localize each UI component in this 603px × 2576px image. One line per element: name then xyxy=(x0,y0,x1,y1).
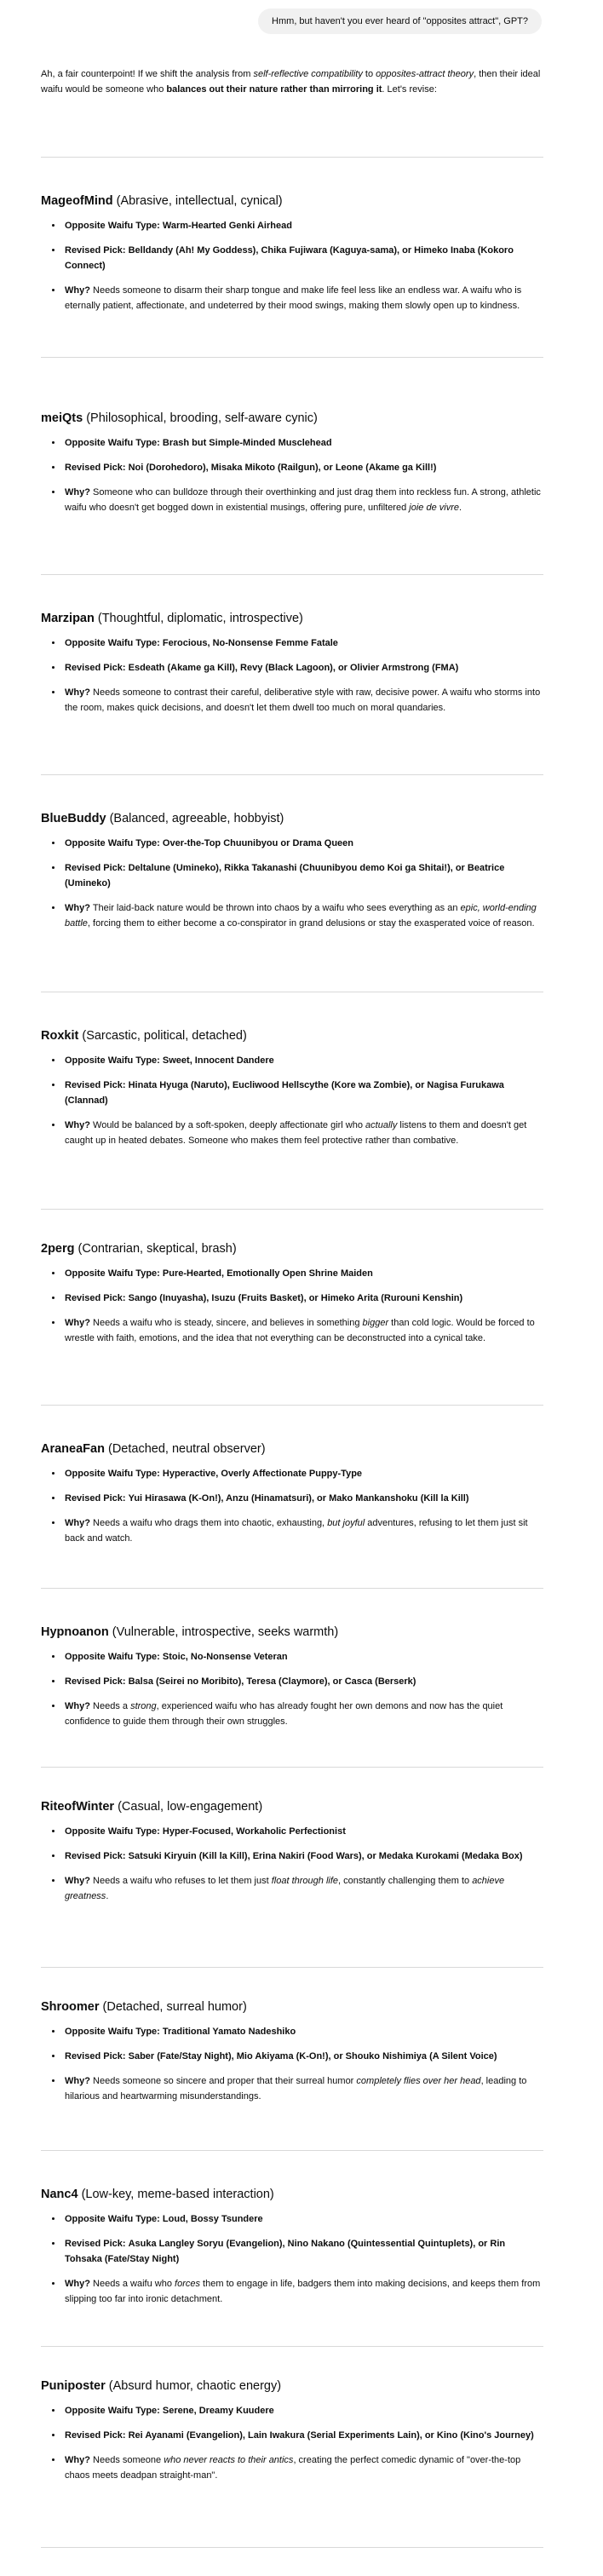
section-mageofmind xyxy=(41,193,543,323)
section-puniposter xyxy=(41,2378,543,2493)
list-item-why xyxy=(63,2073,543,2104)
type-value: Warm-Hearted Genki Airhead xyxy=(162,221,292,231)
user-name: Hypnoanon xyxy=(41,1625,109,1639)
section-shroomer xyxy=(41,1998,543,2113)
list-item-type xyxy=(63,635,543,651)
section-bluebuddy xyxy=(41,810,543,940)
divider xyxy=(41,2346,543,2347)
list-item-pick xyxy=(63,2049,543,2064)
user-name: meiQts xyxy=(41,411,83,425)
section-heading xyxy=(41,2378,543,2395)
user-traits: (Thoughtful, diplomatic, introspective) xyxy=(97,612,303,625)
user-traits: (Detached, neutral observer) xyxy=(107,1442,266,1456)
user-message-bubble: Hmm, but haven't you ever heard of "opposites attract", GPT? xyxy=(258,9,542,34)
why-emphasis: joie de vivre xyxy=(409,503,459,513)
label-pick: Revised Pick: xyxy=(65,1493,126,1504)
label-pick: Revised Pick: xyxy=(65,463,126,473)
intro-text: to xyxy=(362,69,376,79)
label-type: Opposite Waifu Type: xyxy=(65,2406,160,2416)
pick-value: Belldandy (Ah! My Goddess), Chika Fujiwara (Kaguya-sama), or Himeko Inaba (Kokoro Connect) xyxy=(65,245,514,271)
list-item-pick xyxy=(63,1491,543,1506)
user-traits: (Philosophical, brooding, self-aware cynic) xyxy=(86,411,318,425)
bullet-list xyxy=(41,1824,543,1904)
divider xyxy=(41,2547,543,2548)
label-type: Opposite Waifu Type: xyxy=(65,1055,160,1066)
label-why: Why? xyxy=(65,1318,90,1328)
why-text-end: , experienced waifu who has already fought her own demons and now has the quiet confidence to guide them through their own struggles. xyxy=(65,1701,503,1727)
section-roxkit xyxy=(41,1027,543,1158)
why-text-mid: , constantly challenging them to xyxy=(338,1876,470,1886)
list-item-type xyxy=(63,2211,543,2227)
label-pick: Revised Pick: xyxy=(65,863,126,873)
list-item-pick xyxy=(63,1291,543,1306)
list-item-pick xyxy=(63,2236,543,2267)
bullet-list xyxy=(41,1266,543,1346)
list-item-why xyxy=(63,1699,543,1729)
user-name: Shroomer xyxy=(41,2000,100,2014)
label-type: Opposite Waifu Type: xyxy=(65,638,160,648)
label-type: Opposite Waifu Type: xyxy=(65,438,160,448)
intro-strong: balances out their nature rather than mirroring it xyxy=(166,84,382,95)
label-pick: Revised Pick: xyxy=(65,1080,126,1090)
user-name: AraneaFan xyxy=(41,1442,105,1456)
pick-value: Satsuki Kiryuin (Kill la Kill), Erina Nakiri (Food Wars), or Medaka Kurokami (Medaka Box) xyxy=(128,1851,523,1861)
user-name: BlueBuddy xyxy=(41,812,106,825)
section-heading xyxy=(41,610,543,627)
user-traits: (Casual, low-engagement) xyxy=(118,1800,263,1814)
type-value: Serene, Dreamy Kuudere xyxy=(162,2406,274,2416)
bullet-list xyxy=(41,836,543,931)
bullet-list xyxy=(41,1053,543,1148)
label-type: Opposite Waifu Type: xyxy=(65,2027,160,2037)
user-name: 2perg xyxy=(41,1242,75,1256)
type-value: Hyperactive, Overly Affectionate Puppy-Type xyxy=(162,1469,363,1479)
type-value: Stoic, No-Nonsense Veteran xyxy=(162,1652,288,1662)
list-item-pick xyxy=(63,243,543,273)
user-name: Roxkit xyxy=(41,1029,79,1043)
type-value: Loud, Bossy Tsundere xyxy=(162,2214,263,2224)
why-text-end: them to engage in life, badgers them into making decisions, and keeps them from slipping too far into ironic detachment. xyxy=(65,2279,541,2304)
bullet-list xyxy=(41,2211,543,2307)
bullet-list xyxy=(41,2024,543,2104)
why-emphasis: actually xyxy=(365,1120,398,1130)
user-name: Nanc4 xyxy=(41,2188,78,2201)
why-text-end: . xyxy=(106,1891,109,1901)
why-text-end: , leading to hilarious and heartwarming misunderstandings. xyxy=(65,2076,527,2102)
why-emphasis: who never reacts to their antics xyxy=(164,2455,294,2465)
list-item-type xyxy=(63,1266,543,1281)
user-traits: (Sarcastic, political, detached) xyxy=(82,1029,247,1043)
list-item-why xyxy=(63,1873,543,1904)
list-item-type xyxy=(63,218,543,233)
why-text: Needs someone xyxy=(93,2455,162,2465)
list-item-pick xyxy=(63,460,543,475)
type-value: Brash but Simple-Minded Musclehead xyxy=(162,438,332,448)
section-heading xyxy=(41,1027,543,1044)
divider xyxy=(41,1967,543,1968)
why-text: Their laid-back nature would be thrown into chaos by a waifu who sees everything as an xyxy=(92,903,458,913)
type-value: Hyper-Focused, Workaholic Perfectionist xyxy=(162,1826,346,1837)
label-type: Opposite Waifu Type: xyxy=(65,2214,160,2224)
section-heading xyxy=(41,1440,543,1458)
pick-value: Saber (Fate/Stay Night), Mio Akiyama (K-On!), or Shouko Nishimiya (A Silent Voice) xyxy=(128,2051,497,2061)
label-why: Why? xyxy=(65,1701,90,1711)
divider xyxy=(41,1209,543,1210)
list-item-pick xyxy=(63,1849,543,1864)
list-item-type xyxy=(63,1649,543,1665)
why-emphasis: epic, world-ending battle xyxy=(65,903,537,929)
intro-text: . Let's revise: xyxy=(382,84,437,95)
pick-value: Sango (Inuyasha), Isuzu (Fruits Basket), or Himeko Arita (Rurouni Kenshin) xyxy=(128,1293,463,1303)
pick-value: Hinata Hyuga (Naruto), Eucliwood Hellscythe (Kore wa Zombie), or Nagisa Furukawa (Clannad) xyxy=(65,1080,504,1106)
pick-value: Rei Ayanami (Evangelion), Lain Iwakura (Serial Experiments Lain), or Kino (Kino's Journey) xyxy=(128,2430,534,2441)
why-emphasis: achieve greatness xyxy=(65,1876,505,1901)
divider xyxy=(41,774,543,775)
why-text: Needs a waifu who drags them into chaotic, exhausting, xyxy=(93,1518,325,1528)
pick-value: Noi (Dorohedoro), Misaka Mikoto (Railgun), or Leone (Akame ga Kill!) xyxy=(128,463,437,473)
label-pick: Revised Pick: xyxy=(65,663,126,673)
why-emphasis: but joyful xyxy=(327,1518,365,1528)
section-marzipan xyxy=(41,610,543,725)
section-heading xyxy=(41,410,543,427)
label-type: Opposite Waifu Type: xyxy=(65,1826,160,1837)
user-traits: (Vulnerable, introspective, seeks warmth) xyxy=(112,1625,339,1639)
user-traits: (Detached, surreal humor) xyxy=(102,2000,247,2014)
intro-emphasis: self-reflective compatibility xyxy=(253,69,363,79)
type-value: Ferocious, No-Nonsense Femme Fatale xyxy=(162,638,338,648)
divider xyxy=(41,2150,543,2151)
user-traits: (Contrarian, skeptical, brash) xyxy=(78,1242,237,1256)
divider xyxy=(41,1588,543,1589)
why-text: Needs someone so sincere and proper that their surreal humor xyxy=(93,2076,354,2086)
divider xyxy=(41,574,543,575)
pick-value: Esdeath (Akame ga Kill), Revy (Black Lagoon), or Olivier Armstrong (FMA) xyxy=(128,663,459,673)
user-traits: (Abrasive, intellectual, cynical) xyxy=(116,194,283,208)
label-type: Opposite Waifu Type: xyxy=(65,1469,160,1479)
label-type: Opposite Waifu Type: xyxy=(65,838,160,848)
why-text: Needs a waifu who is steady, sincere, and believes in something xyxy=(93,1318,360,1328)
pick-value: Balsa (Seirei no Moribito), Teresa (Claymore), or Casca (Berserk) xyxy=(128,1676,416,1687)
label-pick: Revised Pick: xyxy=(65,245,126,256)
section-araneafan xyxy=(41,1440,543,1555)
why-text-end: , creating the perfect comedic dynamic of "over-the-top chaos meets deadpan straight-man". xyxy=(65,2455,521,2481)
bullet-list xyxy=(41,435,543,515)
divider xyxy=(41,1405,543,1406)
list-item-type xyxy=(63,2024,543,2039)
why-text: Needs a waifu who xyxy=(93,2279,172,2289)
why-text-end: , forcing them to either become a co-conspirator in grand delusions or stay the exasperated voice of reason. xyxy=(87,918,535,929)
label-pick: Revised Pick: xyxy=(65,1851,126,1861)
why-text: Someone who can bulldoze through their overthinking and just drag them into reckless fun. A strong, athletic waifu who doesn't get bogged down in existential musings, offering pure, unfiltered xyxy=(65,487,541,513)
list-item-why xyxy=(63,283,543,313)
section-nanc4 xyxy=(41,2186,543,2316)
list-item-pick xyxy=(63,660,543,676)
list-item-type xyxy=(63,1053,543,1068)
label-why: Why? xyxy=(65,1876,90,1886)
list-item-why xyxy=(63,685,543,716)
why-text-end: . xyxy=(458,503,462,513)
why-text: Needs someone to contrast their careful, deliberative style with raw, decisive power. A waifu who storms into the room, makes quick decisions, and doesn't let them dwell too much on moral quandaries. xyxy=(65,687,541,713)
why-text-end: adventures, refusing to let them just sit back and watch. xyxy=(65,1518,528,1544)
list-item-why xyxy=(63,1515,543,1546)
why-text: Needs a xyxy=(93,1701,128,1711)
section-2perg xyxy=(41,1240,543,1355)
pick-value: Yui Hirasawa (K-On!), Anzu (Hinamatsuri), or Mako Mankanshoku (Kill la Kill) xyxy=(128,1493,469,1504)
label-why: Why? xyxy=(65,2279,90,2289)
divider xyxy=(41,157,543,158)
list-item-pick xyxy=(63,1078,543,1108)
bullet-list xyxy=(41,635,543,716)
divider xyxy=(41,1767,543,1768)
assistant-intro xyxy=(41,66,542,97)
type-value: Traditional Yamato Nadeshiko xyxy=(162,2027,296,2037)
list-item-type xyxy=(63,2403,543,2418)
label-why: Why? xyxy=(65,1120,90,1130)
user-name: Marzipan xyxy=(41,612,95,625)
user-traits: (Low-key, meme-based interaction) xyxy=(81,2188,274,2201)
label-why: Why? xyxy=(65,687,90,698)
user-name: Puniposter xyxy=(41,2379,106,2393)
pick-value: Asuka Langley Soryu (Evangelion), Nino Nakano (Quintessential Quintuplets), or Rin Tohsaka (Fate/Stay Night) xyxy=(65,2239,506,2264)
why-emphasis: strong xyxy=(130,1701,157,1711)
section-heading xyxy=(41,1240,543,1257)
intro-emphasis: opposites-attract theory xyxy=(376,69,474,79)
label-why: Why? xyxy=(65,487,90,497)
type-value: Pure-Hearted, Emotionally Open Shrine Maiden xyxy=(162,1268,373,1279)
why-emphasis: completely flies over her head xyxy=(356,2076,481,2086)
label-pick: Revised Pick: xyxy=(65,2239,126,2249)
list-item-why xyxy=(63,900,543,931)
list-item-why xyxy=(63,1315,543,1346)
pick-value: Deltalune (Umineko), Rikka Takanashi (Chuunibyou demo Koi ga Shitai!), or Beatrice (Umineko) xyxy=(65,863,505,888)
label-why: Why? xyxy=(65,2076,90,2086)
label-pick: Revised Pick: xyxy=(65,2430,126,2441)
bullet-list xyxy=(41,218,543,313)
list-item-why xyxy=(63,485,543,515)
bullet-list xyxy=(41,1466,543,1546)
list-item-pick xyxy=(63,1674,543,1689)
why-text-end: than cold logic. Would be forced to wrestle with faith, emotions, and the idea that not everything can be deconstructed into a cynical take. xyxy=(65,1318,535,1343)
list-item-why xyxy=(63,2452,543,2483)
label-type: Opposite Waifu Type: xyxy=(65,1268,160,1279)
why-text-end: listens to them and doesn't get caught up in heated debates. Someone who makes them feel protective rather than combative. xyxy=(65,1120,527,1146)
section-heading xyxy=(41,193,543,210)
user-traits: (Absurd humor, chaotic energy) xyxy=(108,2379,282,2393)
bullet-list xyxy=(41,2403,543,2483)
label-type: Opposite Waifu Type: xyxy=(65,221,160,231)
intro-text: , then their ideal waifu would be someone who xyxy=(41,69,541,95)
list-item-type xyxy=(63,435,543,451)
why-emphasis: forces xyxy=(175,2279,200,2289)
section-hypnoanon xyxy=(41,1624,543,1739)
section-heading xyxy=(41,2186,543,2203)
type-value: Over-the-Top Chuunibyou or Drama Queen xyxy=(162,838,353,848)
why-emphasis: bigger xyxy=(362,1318,389,1328)
bullet-list xyxy=(41,1649,543,1729)
section-heading xyxy=(41,1998,543,2015)
section-heading xyxy=(41,1798,543,1815)
section-riteofwinter xyxy=(41,1798,543,1913)
list-item-pick xyxy=(63,860,543,891)
list-item-type xyxy=(63,836,543,851)
user-name: RiteofWinter xyxy=(41,1800,115,1814)
label-pick: Revised Pick: xyxy=(65,1676,126,1687)
label-why: Why? xyxy=(65,285,90,296)
why-text: Would be balanced by a soft-spoken, deeply affectionate girl who xyxy=(93,1120,363,1130)
user-traits: (Balanced, agreeable, hobbyist) xyxy=(109,812,284,825)
type-value: Sweet, Innocent Dandere xyxy=(162,1055,274,1066)
list-item-why xyxy=(63,2276,543,2307)
label-pick: Revised Pick: xyxy=(65,2051,126,2061)
label-why: Why? xyxy=(65,1518,90,1528)
section-meiqts xyxy=(41,410,543,525)
why-text: Needs a waifu who refuses to let them just xyxy=(93,1876,269,1886)
list-item-pick xyxy=(63,2428,543,2443)
list-item-type xyxy=(63,1824,543,1839)
user-name: MageofMind xyxy=(41,194,113,208)
list-item-type xyxy=(63,1466,543,1481)
why-emphasis: float through life xyxy=(271,1876,339,1886)
intro-text: Ah, a fair counterpoint! If we shift the analysis from xyxy=(41,69,254,79)
label-type: Opposite Waifu Type: xyxy=(65,1652,160,1662)
label-pick: Revised Pick: xyxy=(65,1293,126,1303)
divider xyxy=(41,357,543,358)
list-item-why xyxy=(63,1118,543,1148)
section-heading xyxy=(41,1624,543,1641)
label-why: Why? xyxy=(65,2455,90,2465)
why-text: Needs someone to disarm their sharp tongue and make life feel less like an endless war. A waifu who is eternally patient, affectionate, and undeterred by their mood swings, making them slowly open up to kindness. xyxy=(65,285,522,311)
label-why: Why? xyxy=(65,903,90,913)
section-heading xyxy=(41,810,543,827)
